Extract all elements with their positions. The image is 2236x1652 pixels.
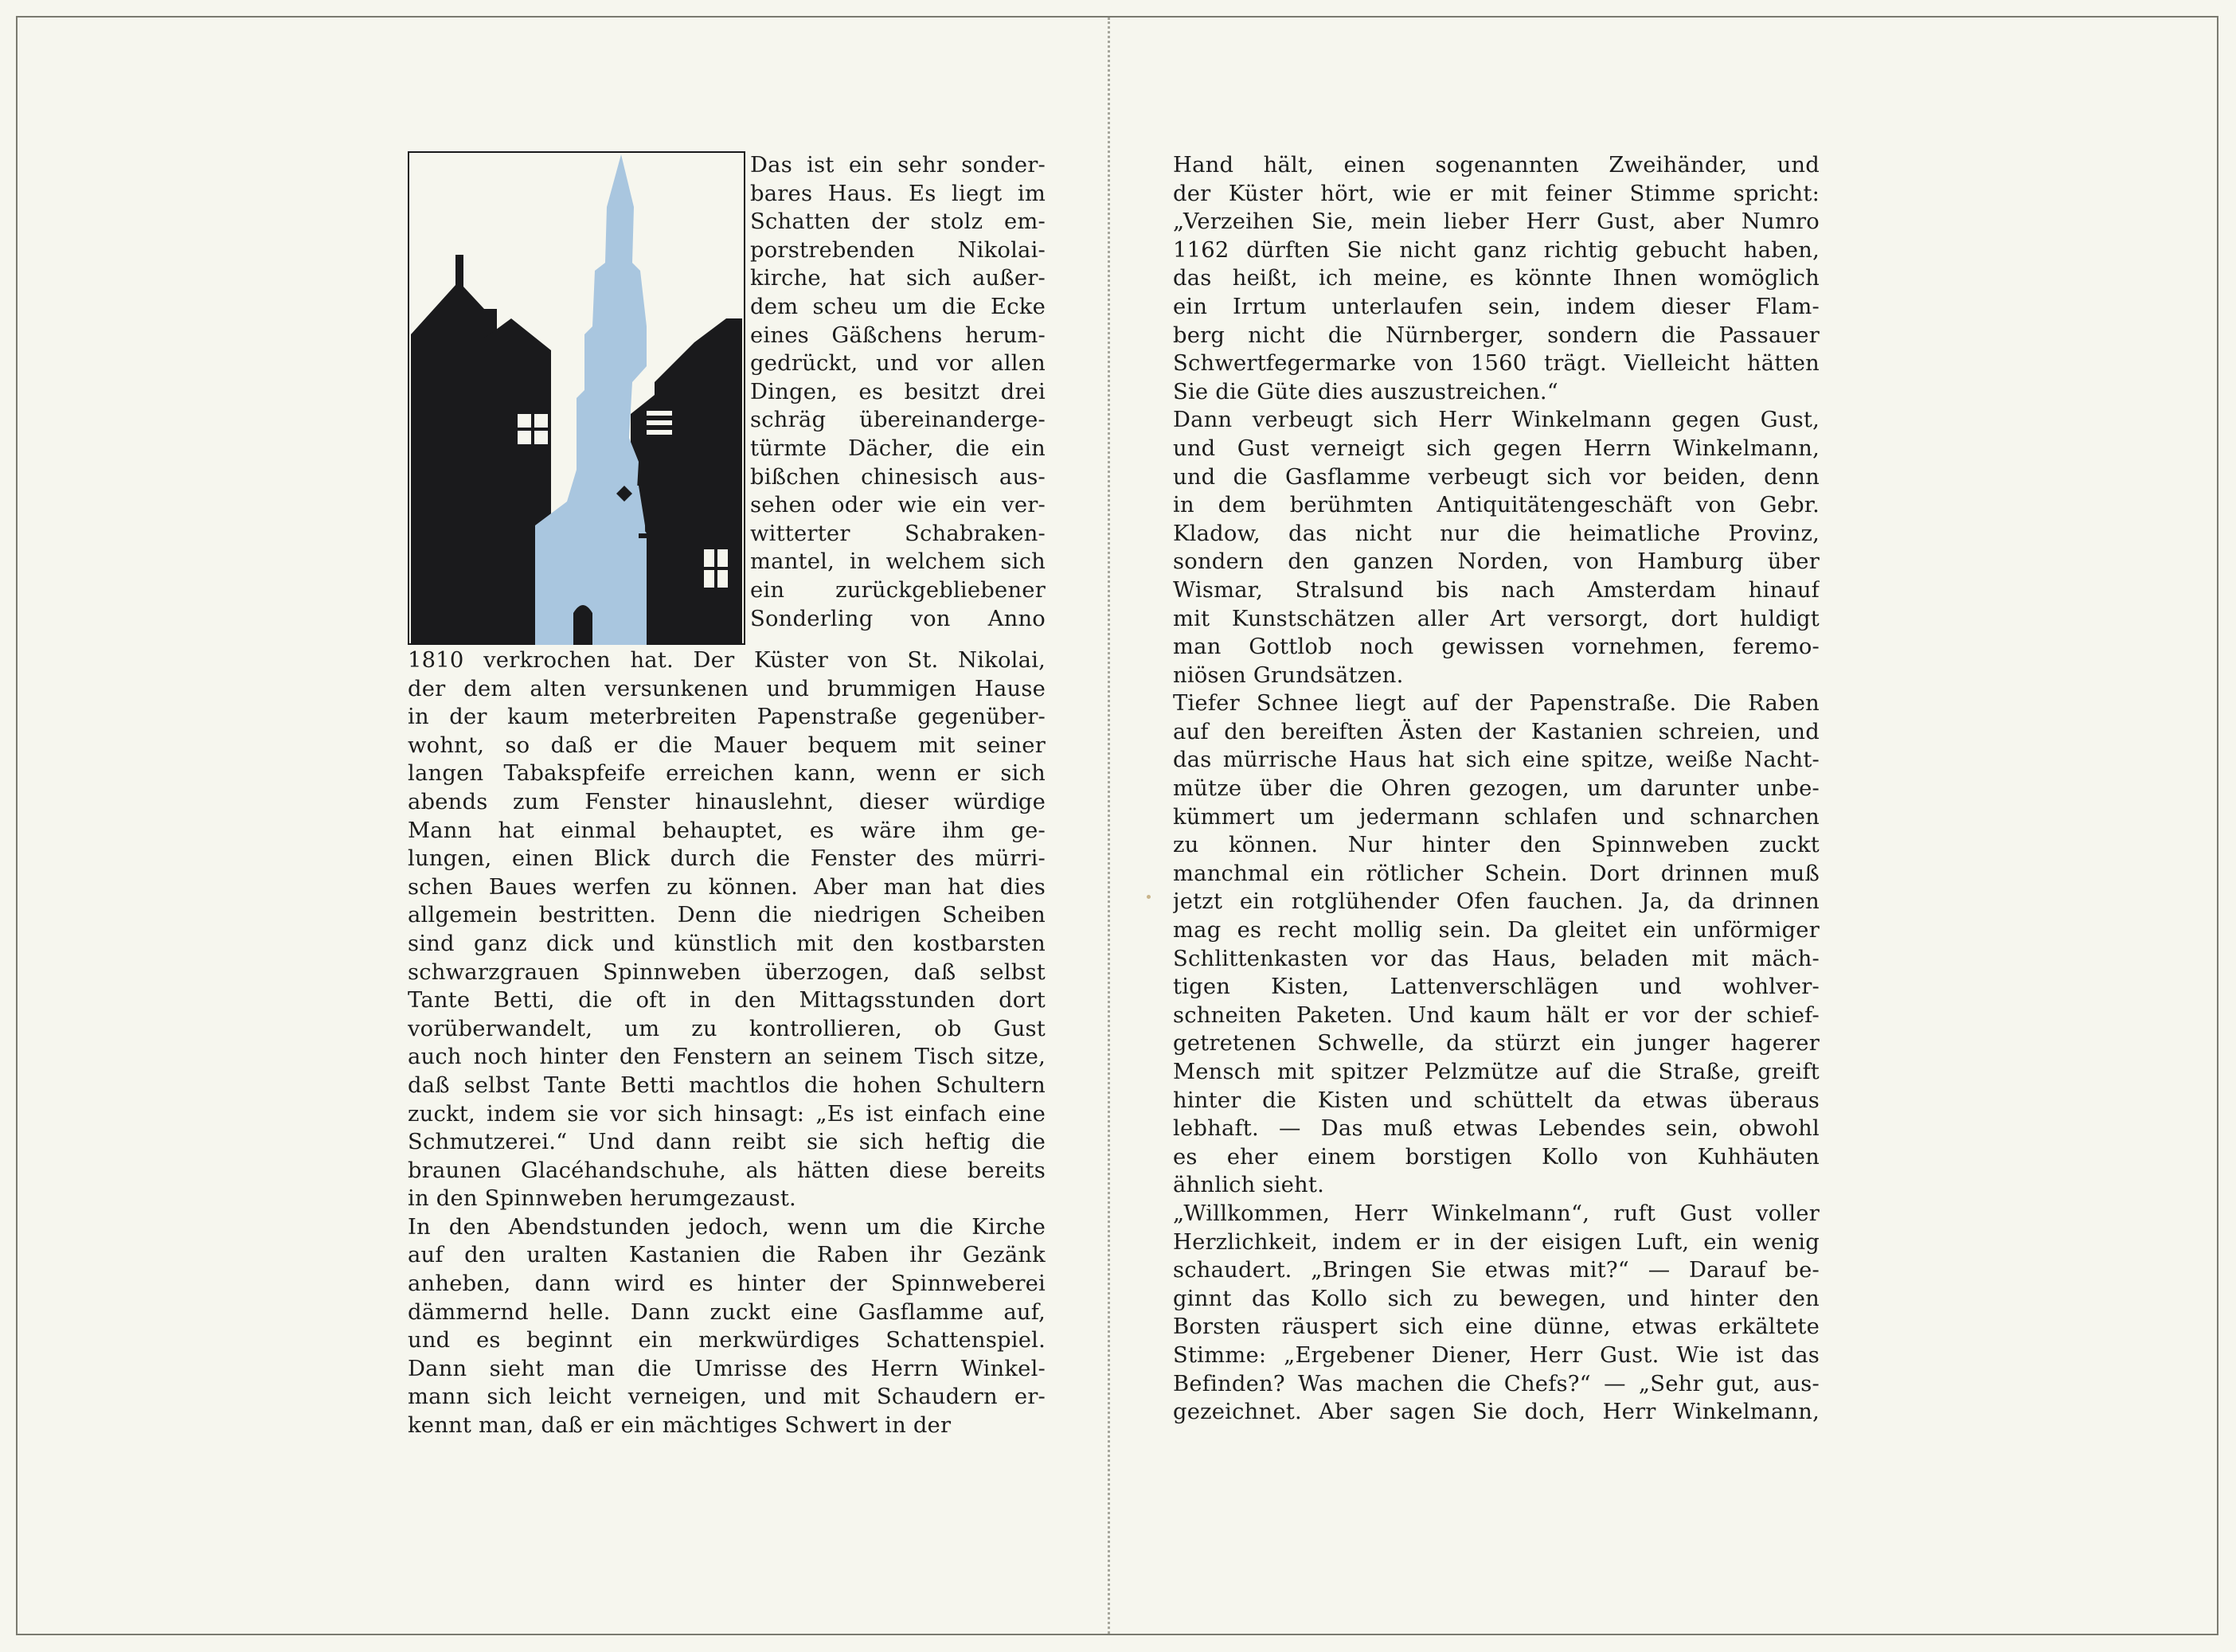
text-line: schneiten Paketen. Und kaum hält er vor der schief-	[1173, 1002, 1820, 1028]
text-line: schwarzgrauen Spinnweben überzogen, daß selbst	[408, 959, 1046, 985]
text-line: mit Kunstschätzen aller Art versorgt, dort huldigt	[1173, 606, 1820, 631]
text-line: das mürrische Haus hat sich eine spitze, weiße Nacht-	[1173, 748, 1820, 773]
text-line: wohnt, so daß er die Mauer bequem mit seiner	[408, 732, 1046, 758]
text-line: abends zum Fenster hinauslehnt, dieser würdige	[408, 789, 1046, 814]
text-line: Schmutzerei.“ Und dann reibt sie sich heftig die	[408, 1130, 1046, 1155]
text-line: 1810 verkrochen hat. Der Küster von St. Nikolai,	[408, 648, 1046, 673]
text-line: sind ganz dick und künstlich mit den kostbarsten	[408, 931, 1046, 956]
text-line: schen Baues werfen zu können. Aber man hat dies	[408, 874, 1046, 900]
left-page-text	[408, 646, 1046, 1440]
text-line: Befinden? Was machen die Chefs?“ — „Sehr gut, aus-	[1173, 1371, 1820, 1396]
text-line: kennt man, daß er ein mächtiges Schwert in der	[408, 1413, 952, 1439]
text-line: kümmert um jedermann schlafen und schnarchen	[1173, 804, 1820, 830]
text-line: Herzlichkeit, indem er in der eisigen Luft, ein wenig	[1173, 1229, 1820, 1255]
text-line: porstrebenden Nikolai-	[750, 237, 1046, 263]
text-line: in den Spinnweben herumgezaust.	[408, 1186, 796, 1212]
text-line: mantel, in welchem sich	[750, 549, 1046, 575]
text-line: und Gust verneigt sich gegen Herrn Winkelmann,	[1173, 435, 1820, 461]
text-line: schräg übereinanderge-	[750, 408, 1046, 433]
text-line: mütze über die Ohren gezogen, um darunter unbe-	[1173, 776, 1820, 802]
text-line: hinter die Kisten und schüttelt da etwas überaus	[1173, 1088, 1820, 1113]
text-line: langen Tabakspfeife erreichen kann, wenn er sich	[408, 761, 1046, 787]
text-line: tigen Kisten, Lattenverschlägen und wohlver-	[1173, 974, 1820, 1000]
text-line: mann sich leicht verneigen, und mit Schaudern er-	[408, 1384, 1046, 1410]
text-line: es eher einem borstigen Kollo von Kuhhäuten	[1173, 1144, 1820, 1170]
text-line: dämmernd helle. Dann zuckt eine Gasflamme auf,	[408, 1299, 1046, 1325]
text-line: mag es recht mollig sein. Da gleitet ein unförmiger	[1173, 918, 1820, 943]
text-line: gezeichnet. Aber sagen Sie doch, Herr Winkelmann,	[1173, 1400, 1820, 1425]
text-line: der Küster hört, wie er mit feiner Stimme spricht:	[1173, 181, 1820, 206]
text-line: bißchen chinesisch aus-	[750, 464, 1046, 490]
text-line: auf den bereiften Ästen der Kastanien schreien, und	[1173, 719, 1820, 744]
text-line: Sonderling von Anno	[750, 606, 1046, 631]
text-line: Hand hält, einen sogenannten Zweihänder, und	[1173, 153, 1820, 178]
text-line: der dem alten versunkenen und brummigen Hause	[408, 676, 1046, 701]
text-line: sondern den ganzen Norden, von Hamburg über	[1173, 549, 1820, 575]
text-line: witterter Schabraken-	[750, 521, 1046, 546]
text-line: Schlittenkasten vor das Haus, beladen mit mäch-	[1173, 946, 1820, 971]
text-line: in dem berühmten Antiquitätengeschäft von Gebr.	[1173, 493, 1820, 518]
text-line: zuckt, indem sie vor sich hinsagt: „Es ist einfach eine	[408, 1101, 1046, 1127]
text-line: vorüberwandelt, um zu kontrollieren, ob Gust	[408, 1016, 1046, 1041]
text-line: gedrückt, und vor allen	[750, 351, 1046, 377]
house-woodcut-illustration	[408, 151, 745, 645]
text-line: und die Gasflamme verbeugt sich vor beiden, denn	[1173, 464, 1820, 490]
text-line: „Verzeihen Sie, mein lieber Herr Gust, aber Numro	[1173, 209, 1820, 235]
text-line: ein Irrtum unterlaufen sein, indem dieser Flam-	[1173, 294, 1820, 319]
text-line: Borsten räuspert sich eine dünne, etwas erkältete	[1173, 1314, 1820, 1340]
text-line: Dann sieht man die Umrisse des Herrn Winkel-	[408, 1356, 1046, 1381]
text-line: In den Abendstunden jedoch, wenn um die Kirche	[408, 1214, 1046, 1240]
text-line: zu können. Nur hinter den Spinnweben zuckt	[1173, 833, 1820, 858]
text-line: getretenen Schwelle, da stürzt ein junger hagerer	[1173, 1031, 1820, 1056]
text-line: manchmal ein rötlicher Schein. Dort drinnen muß	[1173, 861, 1820, 886]
text-line: man Gottlob noch gewissen vornehmen, feremo-	[1173, 635, 1820, 660]
text-line: in der kaum meterbreiten Papenstraße gegenüber-	[408, 705, 1046, 730]
text-line: lebhaft. — Das muß etwas Lebendes sein, obwohl	[1173, 1116, 1820, 1142]
text-line: Wismar, Stralsund bis nach Amsterdam hinauf	[1173, 577, 1820, 603]
page-border	[16, 16, 2218, 1635]
text-line: ähnlich sieht.	[1173, 1173, 1325, 1198]
text-line: berg nicht die Nürnberger, sondern die Passauer	[1173, 322, 1820, 348]
text-line: Dann verbeugt sich Herr Winkelmann gegen Gust,	[1173, 408, 1820, 433]
text-line: Stimme: „Ergebener Diener, Herr Gust. Wie ist das	[1173, 1342, 1820, 1368]
text-line: auch noch hinter den Fenstern an seinem Tisch sitze,	[408, 1045, 1046, 1070]
text-line: Schwertfegermarke von 1560 trägt. Vielleicht hätten	[1173, 351, 1820, 377]
text-line: Das ist ein sehr sonder-	[750, 153, 1046, 178]
text-line: Mensch mit spitzer Pelzmütze auf die Straße, greift	[1173, 1060, 1820, 1084]
text-line: ein zurückgebliebener	[750, 577, 1046, 603]
text-line: „Willkommen, Herr Winkelmann“, ruft Gust voller	[1173, 1201, 1820, 1226]
text-line: auf den uralten Kastanien die Raben ihr Gezänk	[408, 1243, 1046, 1268]
text-line: anheben, dann wird es hinter der Spinnweberei	[408, 1271, 1046, 1297]
text-line: daß selbst Tante Betti machtlos die hohen Schultern	[408, 1072, 1046, 1098]
text-line: allgemein bestritten. Denn die niedrigen Scheiben	[408, 903, 1046, 928]
text-line: Tiefer Schnee liegt auf der Papenstraße. Die Raben	[1173, 691, 1820, 717]
text-line: ginnt das Kollo sich zu bewegen, und hinter den	[1173, 1286, 1820, 1311]
text-line: Dingen, es besitzt drei	[750, 379, 1046, 404]
paper-speck	[1147, 895, 1151, 899]
text-line: kirche, hat sich außer-	[750, 266, 1046, 291]
text-line: bares Haus. Es liegt im	[750, 181, 1046, 206]
text-line: das heißt, ich meine, es könnte Ihnen womöglich	[1173, 266, 1820, 291]
text-line: Sie die Güte dies auszustreichen.“	[1173, 379, 1558, 404]
text-line: Schatten der stolz em-	[750, 209, 1046, 235]
text-line: Mann hat einmal behauptet, es wäre ihm ge-	[408, 818, 1046, 843]
text-line: braunen Glacéhandschuhe, als hätten diese bereits	[408, 1158, 1046, 1183]
text-beside-illustration	[750, 151, 1046, 633]
text-line: Kladow, das nicht nur die heimatliche Provinz,	[1173, 521, 1820, 546]
right-page-text	[1173, 151, 1820, 1427]
text-line: dem scheu um die Ecke	[750, 294, 1046, 319]
text-line: schaudert. „Bringen Sie etwas mit?“ — Darauf be-	[1173, 1258, 1820, 1283]
text-line: Tante Betti, die oft in den Mittagsstunden dort	[408, 988, 1046, 1013]
text-line: türmte Dächer, die ein	[750, 435, 1046, 461]
text-line: lungen, einen Blick durch die Fenster des mürri-	[408, 846, 1046, 872]
text-line: 1162 dürften Sie nicht ganz richtig gebucht haben,	[1173, 237, 1820, 263]
text-line: jetzt ein rotglühender Ofen fauchen. Ja, da drinnen	[1173, 889, 1820, 915]
text-line: sehen oder wie ein ver-	[750, 493, 1046, 518]
text-line: eines Gäßchens herum-	[750, 322, 1046, 348]
center-fold-line	[1108, 18, 1110, 1634]
text-line: und es beginnt ein merkwürdiges Schattenspiel.	[408, 1328, 1046, 1353]
text-line: niösen Grundsätzen.	[1173, 662, 1404, 688]
